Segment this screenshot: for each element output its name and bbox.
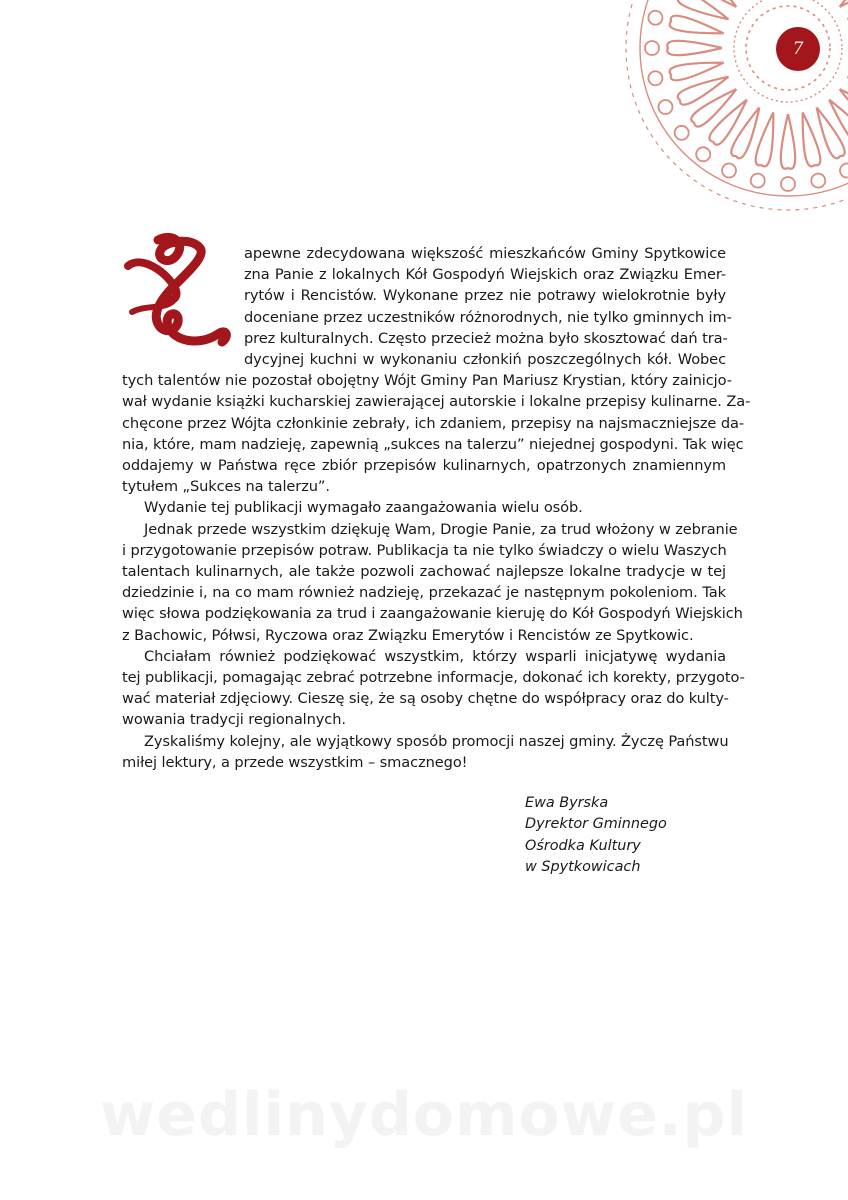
ornament-heart — [658, 100, 672, 114]
text-line: nia, które, mam nadzieję, zapewnią „sukces na talerzu” niejednej gospodyni. Tak więc — [122, 435, 744, 453]
ornament-petal — [817, 107, 845, 158]
ornament-heart — [675, 126, 689, 140]
ornament-petal — [678, 77, 729, 105]
text-line: wać materiał zdjęciowy. Cieszę się, że są osoby chętne do współpracy oraz do kulty- — [122, 690, 729, 708]
signature-title: w Spytkowicach — [525, 859, 641, 876]
ornament-petal — [691, 0, 736, 7]
ornament-petal — [803, 112, 821, 166]
text-line: oddajemy w Państwa ręce zbiór przepisów kulinarnych, opatrzonych znamiennym — [122, 457, 726, 475]
ornament-petal — [667, 41, 722, 55]
signature-title: Ośrodka Kultury — [525, 837, 641, 854]
text-line: rytów i Rencistów. Wykonane przez nie potrawy wielokrotnie były — [244, 287, 726, 305]
text-line: tytułem „Sukces na talerzu”. — [122, 478, 330, 496]
text-line: wał wydanie książki kucharskiej zawierającej autorskie i lokalne przepisy kulinarne. Za- — [122, 393, 751, 411]
text-line: talentach kulinarnych, ale także pozwoli zachować najlepsze lokalne tradycje w tej — [122, 563, 726, 581]
ornament-petal — [691, 89, 736, 126]
ornament-petal — [670, 16, 724, 34]
signature-title: Dyrektor Gminnego — [525, 816, 667, 833]
page-number: 7 — [792, 39, 804, 59]
text-line: dycyjnej kuchni w wykonaniu członkiń poszczególnych kół. Wobec — [244, 351, 726, 369]
text-line: więc słowa podziękowania za trud i zaangażowanie kieruję do Kół Gospodyń Wiejskich — [122, 605, 743, 623]
ornament-heart — [648, 11, 662, 25]
text-line: Jednak przede wszystkim dziękuję Wam, Drogie Panie, za trud włożony w zebranie — [144, 520, 738, 538]
ornament-heart — [645, 41, 659, 55]
page-number-badge — [776, 27, 820, 71]
text-line: zna Panie z lokalnych Kół Gospodyń Wiejskich oraz Związku Emer- — [244, 266, 726, 284]
text-line: miłej lektury, a przede wszystkim – smacznego! — [122, 753, 468, 771]
ornament-petal — [709, 100, 746, 145]
ornament-petal — [731, 107, 759, 158]
ornament-heart — [648, 71, 662, 85]
ornament-heart — [840, 164, 848, 178]
text-line: dziedzinie i, na co mam również nadzieję, przekazać je następnym pokoleniom. Tak — [122, 584, 726, 602]
ornament-heart — [781, 177, 795, 191]
ornament-heart — [751, 174, 765, 188]
text-line: tych talentów nie pozostał obojętny Wójt Gminy Pan Mariusz Krystian, który zainicjo- — [122, 372, 732, 390]
text-line: z Bachowic, Półwsi, Ryczowa oraz Związku Emerytów i Rencistów ze Spytkowic. — [122, 626, 694, 644]
text-line: doceniane przez uczestników różnorodnych, nie tylko gminnych im- — [244, 308, 732, 326]
ornament-heart — [811, 174, 825, 188]
text-line: Zyskaliśmy kolejny, ale wyjątkowy sposób promocji naszej gminy. Życzę Państwu — [144, 732, 729, 750]
text-line: wowania tradycji regionalnych. — [122, 711, 346, 729]
paragraph-intro — [122, 243, 751, 773]
paragraph-publication-effort: Wydanie tej publikacji wymagało zaangażowania wielu osób. — [144, 499, 583, 517]
signature-block — [525, 793, 667, 879]
ornament-petal — [781, 114, 795, 169]
ornament-ring — [640, 0, 848, 196]
watermark: wedlinydomowe.pl — [99, 1080, 749, 1150]
text-line: tej publikacji, pomagając zebrać potrzebne informacje, dokonać ich korekty, przygoto- — [122, 669, 745, 687]
text-line: Chciałam również podziękować wszystkim, którzy wsparli inicjatywę wydania — [144, 647, 726, 665]
text-line: i przygotowanie przepisów potraw. Publikacja ta nie tylko świadczy o wielu Waszych — [122, 541, 727, 559]
ornament-petal — [756, 112, 774, 166]
ornament-petal — [670, 63, 724, 81]
ornament-heart — [722, 164, 736, 178]
text-line: chęcone przez Wójta członkinie zebrały, ich zdaniem, przepisy na najsmaczniejsze da- — [122, 414, 745, 432]
text-line: apewne zdecydowana większość mieszkańców Gminy Spytkowice — [244, 245, 726, 262]
text-line: prez kulturalnych. Często przecież można było skosztować dań tra- — [244, 329, 728, 347]
signature-name: Ewa Byrska — [525, 795, 609, 811]
ornament-petal — [840, 0, 848, 7]
ornament-heart — [696, 147, 710, 161]
